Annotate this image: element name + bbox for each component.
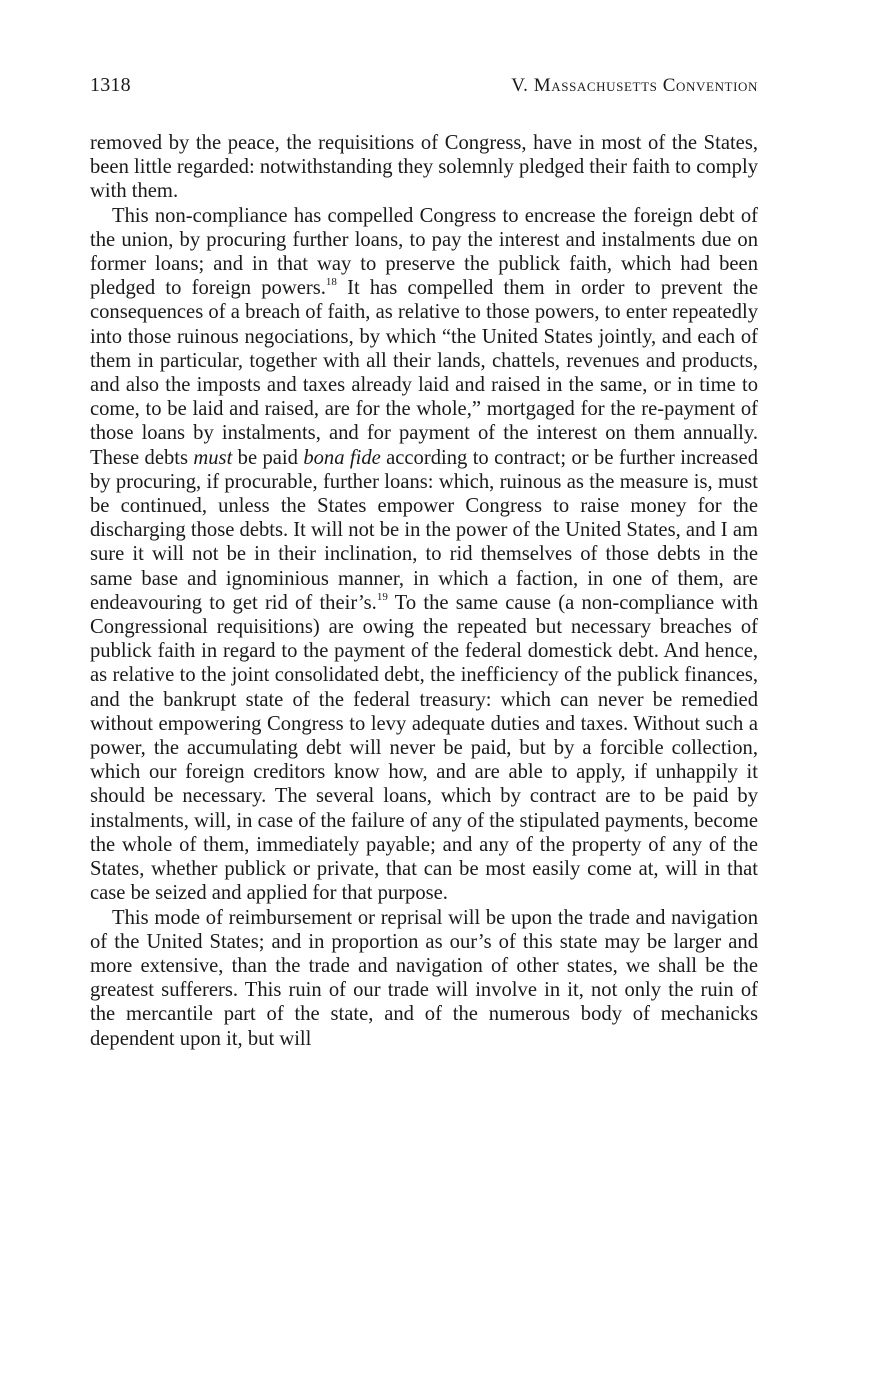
text-run: removed by the peace, the requisitions of Congress, have in most of the States, been little regarded: notwithstanding they solemnly pledged their faith to comply with them. <box>90 132 758 203</box>
text-run: To the same cause (a non-compliance with Congressional requisitions) are owing the repeated but necessary breaches of publick faith in regard to the payment of the federal domestick debt. And hence, as relative to the joint consolidated debt, the inefficiency of the publick finances, and the bankrupt state of the federal treasury: which can never be remedied without empowering Congress to levy adequate duties and taxes. Without such a power, the accumulating debt will never be paid, but by a forcible collection, which our foreign creditors know how, and are able to apply, if unhappily it should be necessary. The several loans, which by contract are to be paid by instalments, will, in case of the failure of any of the stipulated payments, become the whole of them, immediately payable; and any of the property of any of the States, whether publick or private, that can be most easily come at, will in that case be seized and applied for that purpose. <box>90 591 758 905</box>
text-run: It has compelled them in order to prevent the consequences of a breach of faith, as relative to those powers, to enter repeatedly into those ruinous negociations, by which “the United States jointly, and each of them in particular, together with all their lands, chattels, revenues and products, and also the imposts and taxes already laid and raised in the same, or in time to come, to be laid and raised, are for the whole,” mortgaged for the re-payment of those loans by instalments, and for payment of the interest on them annually. These debts <box>90 277 759 469</box>
running-header <box>90 74 758 97</box>
text-run: This mode of reimbursement or reprisal will be upon the trade and navigation of the United States; and in proportion as our’s of this state may be larger and more extensive, than the trade and navigation of other states, we shall be the greatest sufferers. This ruin of our trade will involve in it, not only the ruin of the mercantile part of the state, and of the numerous body of mechanicks dependent upon it, but will <box>90 906 758 1050</box>
italic-text: bona fide <box>303 446 381 469</box>
paragraph-p1 <box>90 131 758 204</box>
italic-text: must <box>193 446 233 469</box>
body-text <box>90 131 758 1051</box>
running-title: V. Massachusetts Convention <box>511 75 758 96</box>
paragraph-p3 <box>90 906 758 1051</box>
page-number: 1318 <box>90 74 131 96</box>
footnote-reference: 18 <box>325 276 337 289</box>
text-run: be paid <box>232 446 304 469</box>
paragraph-p2 <box>90 204 758 906</box>
text-run: according to contract; or be further increased by procuring, if procurable, further loans: which, ruinous as the measure is, must be continued, unless the States empower Congress to raise money for the discharging those debts. It will not be in the power of the United States, and I am sure it will not be in their inclination, to rid themselves of those debts in the same base and ignominious manner, in which a faction, in one of them, are endeavouring to get rid of their’s. <box>90 446 758 614</box>
text-run: This non-compliance has compelled Congress to encrease the foreign debt of the union, by procuring further loans, to pay the interest and instalments due on former loans; and in that way to preserve the publick faith, which had been pledged to foreign powers. <box>90 204 758 300</box>
footnote-reference: 19 <box>376 591 388 603</box>
document-page <box>90 74 758 1051</box>
